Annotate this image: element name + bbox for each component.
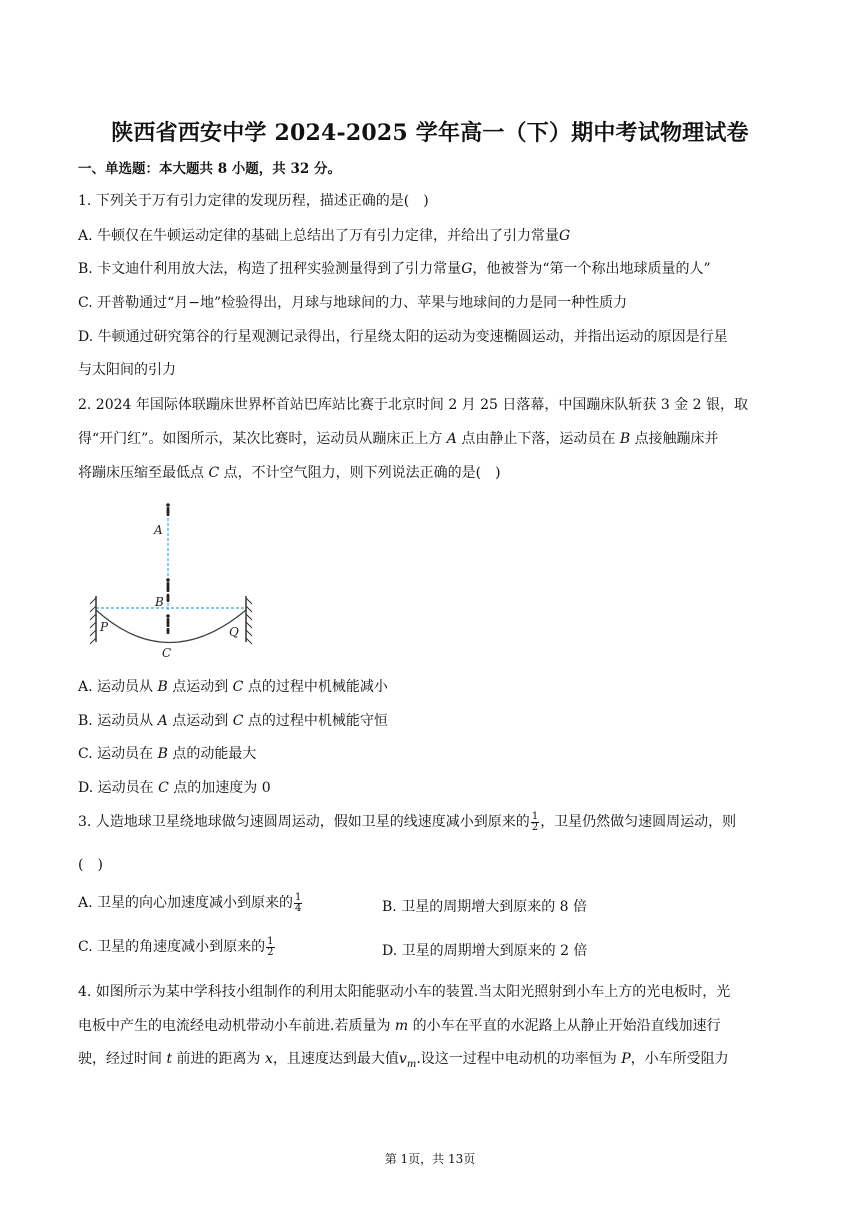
q1-option-d-line2: 与太阳间的引力 — [78, 362, 176, 378]
q3-option-b: B. 卫星的周期增大到原来的 8 倍 — [382, 899, 587, 915]
figure-label-b: B — [155, 595, 164, 609]
figure-label-p: P — [100, 620, 109, 634]
q2-stem-line1: 2. 2024 年国际体联蹦床世界杯首站巴库站比赛于北京时间 2 月 25 日落幕，中国蹦床队斩获 3 金 2 银，取 — [78, 397, 749, 413]
q2-option-b: B. 运动员从 A 点运动到 C 点的过程中机械能守恒 — [78, 713, 388, 729]
trampoline-figure — [88, 500, 268, 665]
q4-stem-line1: 4. 如图所示为某中学科技小组制作的利用太阳能驱动小车的装置.当太阳光照射到小车上方的光电板时，光 — [78, 984, 731, 1000]
figure-label-a: A — [154, 523, 163, 537]
figure-label-c: C — [162, 646, 172, 660]
q1-stem: 1. 下列关于万有引力定律的发现历程，描述正确的是( ) — [78, 193, 429, 209]
q2-option-d: D. 运动员在 C 点的加速度为 0 — [78, 780, 271, 796]
q4-stem-line3: 驶，经过时间 t 前进的距离为 x，且速度达到最大值$v_m$.设这一过程中电动机的功率恒为 P，小车所受阻力 — [78, 1051, 729, 1070]
q1-option-c: C. 开普勒通过“月−地”检验得出，月球与地球间的力、苹果与地球间的力是同一种性质力 — [78, 295, 628, 311]
q3-paren: ( ) — [78, 857, 103, 873]
section-heading: 一、单选题：本大题共 8 小题，共 32 分。 — [78, 161, 341, 177]
q2-option-a: A. 运动员从 B 点运动到 C 点的过程中机械能减小 — [78, 679, 388, 695]
page-footer: 第 1页，共 13页 — [384, 1152, 476, 1166]
fraction: $\frac{1}{2}$ — [531, 810, 539, 833]
q4-stem-line2: 电板中产生的电流经电动机带动小车前进.若质量为 m 的小车在平直的水泥路上从静止开始沿直线加速行 — [78, 1018, 721, 1034]
page-title: 陕西省西安中学 2024-2025 学年高一（下）期中考试物理试卷 — [111, 120, 749, 146]
fraction: $\frac{1}{4}$ — [295, 891, 302, 914]
fraction: $\frac{1}{2}$ — [267, 935, 274, 958]
q1-option-b: B. 卡文迪什利用放大法，构造了扭秤实验测量得到了引力常量G，他被誉为“第一个称出地球质量的人” — [78, 261, 711, 277]
q2-stem-line3: 将蹦床压缩至最低点 C 点，不计空气阻力，则下列说法正确的是( ) — [78, 465, 501, 481]
q3-stem: 3. 人造地球卫星绕地球做匀速圆周运动，假如卫星的线速度减小到原来的 $\frac{1}{2}$ ，卫星仍然做匀速圆周运动，则 — [78, 810, 737, 833]
q3-option-a: A. 卫星的向心加速度减小到原来的 $\frac{1}{4}$ — [78, 891, 302, 914]
q1-option-a: A. 牛顿仅在牛顿运动定律的基础上总结出了万有引力定律，并给出了引力常量G — [78, 228, 571, 244]
q3-option-c: C. 卫星的角速度减小到原来的 $\frac{1}{2}$ — [78, 935, 274, 958]
figure-label-q: Q — [229, 625, 239, 639]
q2-option-c: C. 运动员在 B 点的动能最大 — [78, 746, 257, 762]
q1-option-d-line1: D. 牛顿通过研究第谷的行星观测记录得出，行星绕太阳的运动为变速椭圆运动，并指出运动的原因是行星 — [78, 329, 728, 345]
q3-option-d: D. 卫星的周期增大到原来的 2 倍 — [382, 943, 588, 959]
q2-stem-line2: 得“开门红”。如图所示，某次比赛时，运动员从蹦床正上方 A 点由静止下落，运动员在 B 点接触蹦床并 — [78, 431, 719, 447]
